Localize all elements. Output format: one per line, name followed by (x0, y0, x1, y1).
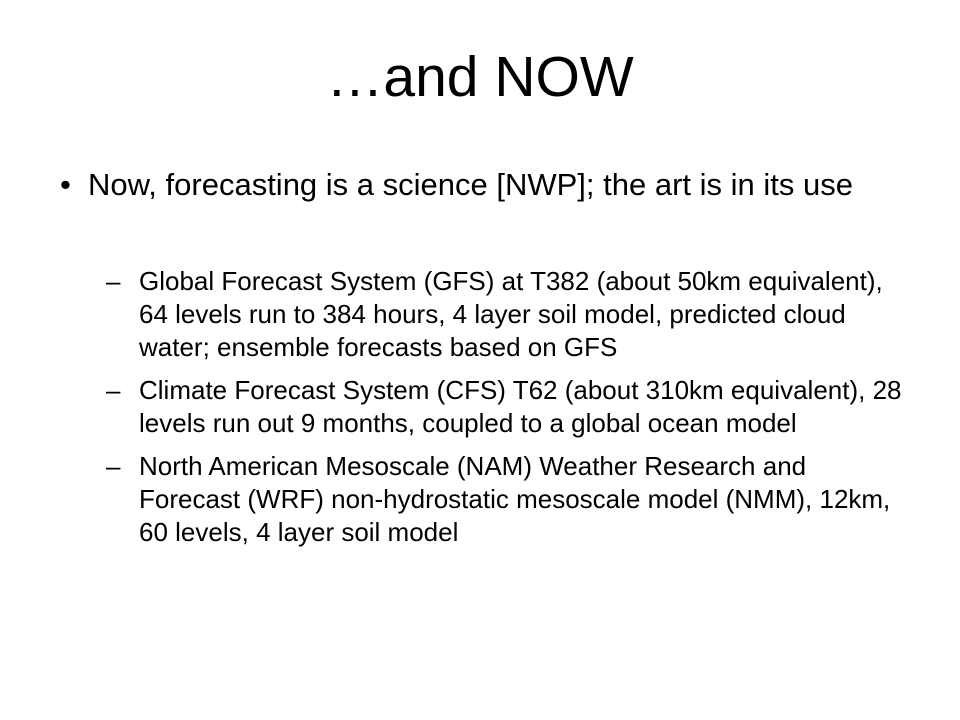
sub-bullet-marker: – (106, 266, 121, 296)
sub-bullet-text: Global Forecast System (GFS) at T382 (about 50km equivalent), 64 levels run to 384 hours, 4 layer soil model, predicted cloud water; ensemble forecasts based on GFS (139, 266, 883, 362)
sub-bullet-cfs (106, 374, 906, 440)
sub-bullet-nam (106, 450, 906, 549)
bullet-marker: • (60, 167, 71, 202)
sub-bullet-marker: – (106, 375, 121, 405)
main-bullet (60, 167, 920, 203)
sub-bullet-text: Climate Forecast System (CFS) T62 (about 310km equivalent), 28 levels run out 9 months, coupled to a global ocean model (139, 375, 902, 438)
sub-bullet-gfs (106, 265, 906, 364)
sub-bullet-text: North American Mesoscale (NAM) Weather Research and Forecast (WRF) non-hydrostatic mesoscale model (NMM), 12km, 60 levels, 4 layer soil model (139, 451, 891, 547)
main-bullet-text: Now, forecasting is a science [NWP]; the art is in its use (88, 167, 853, 202)
sub-bullet-marker: – (106, 451, 121, 481)
sub-bullet-list (106, 265, 906, 559)
slide-title: …and NOW (326, 45, 634, 109)
